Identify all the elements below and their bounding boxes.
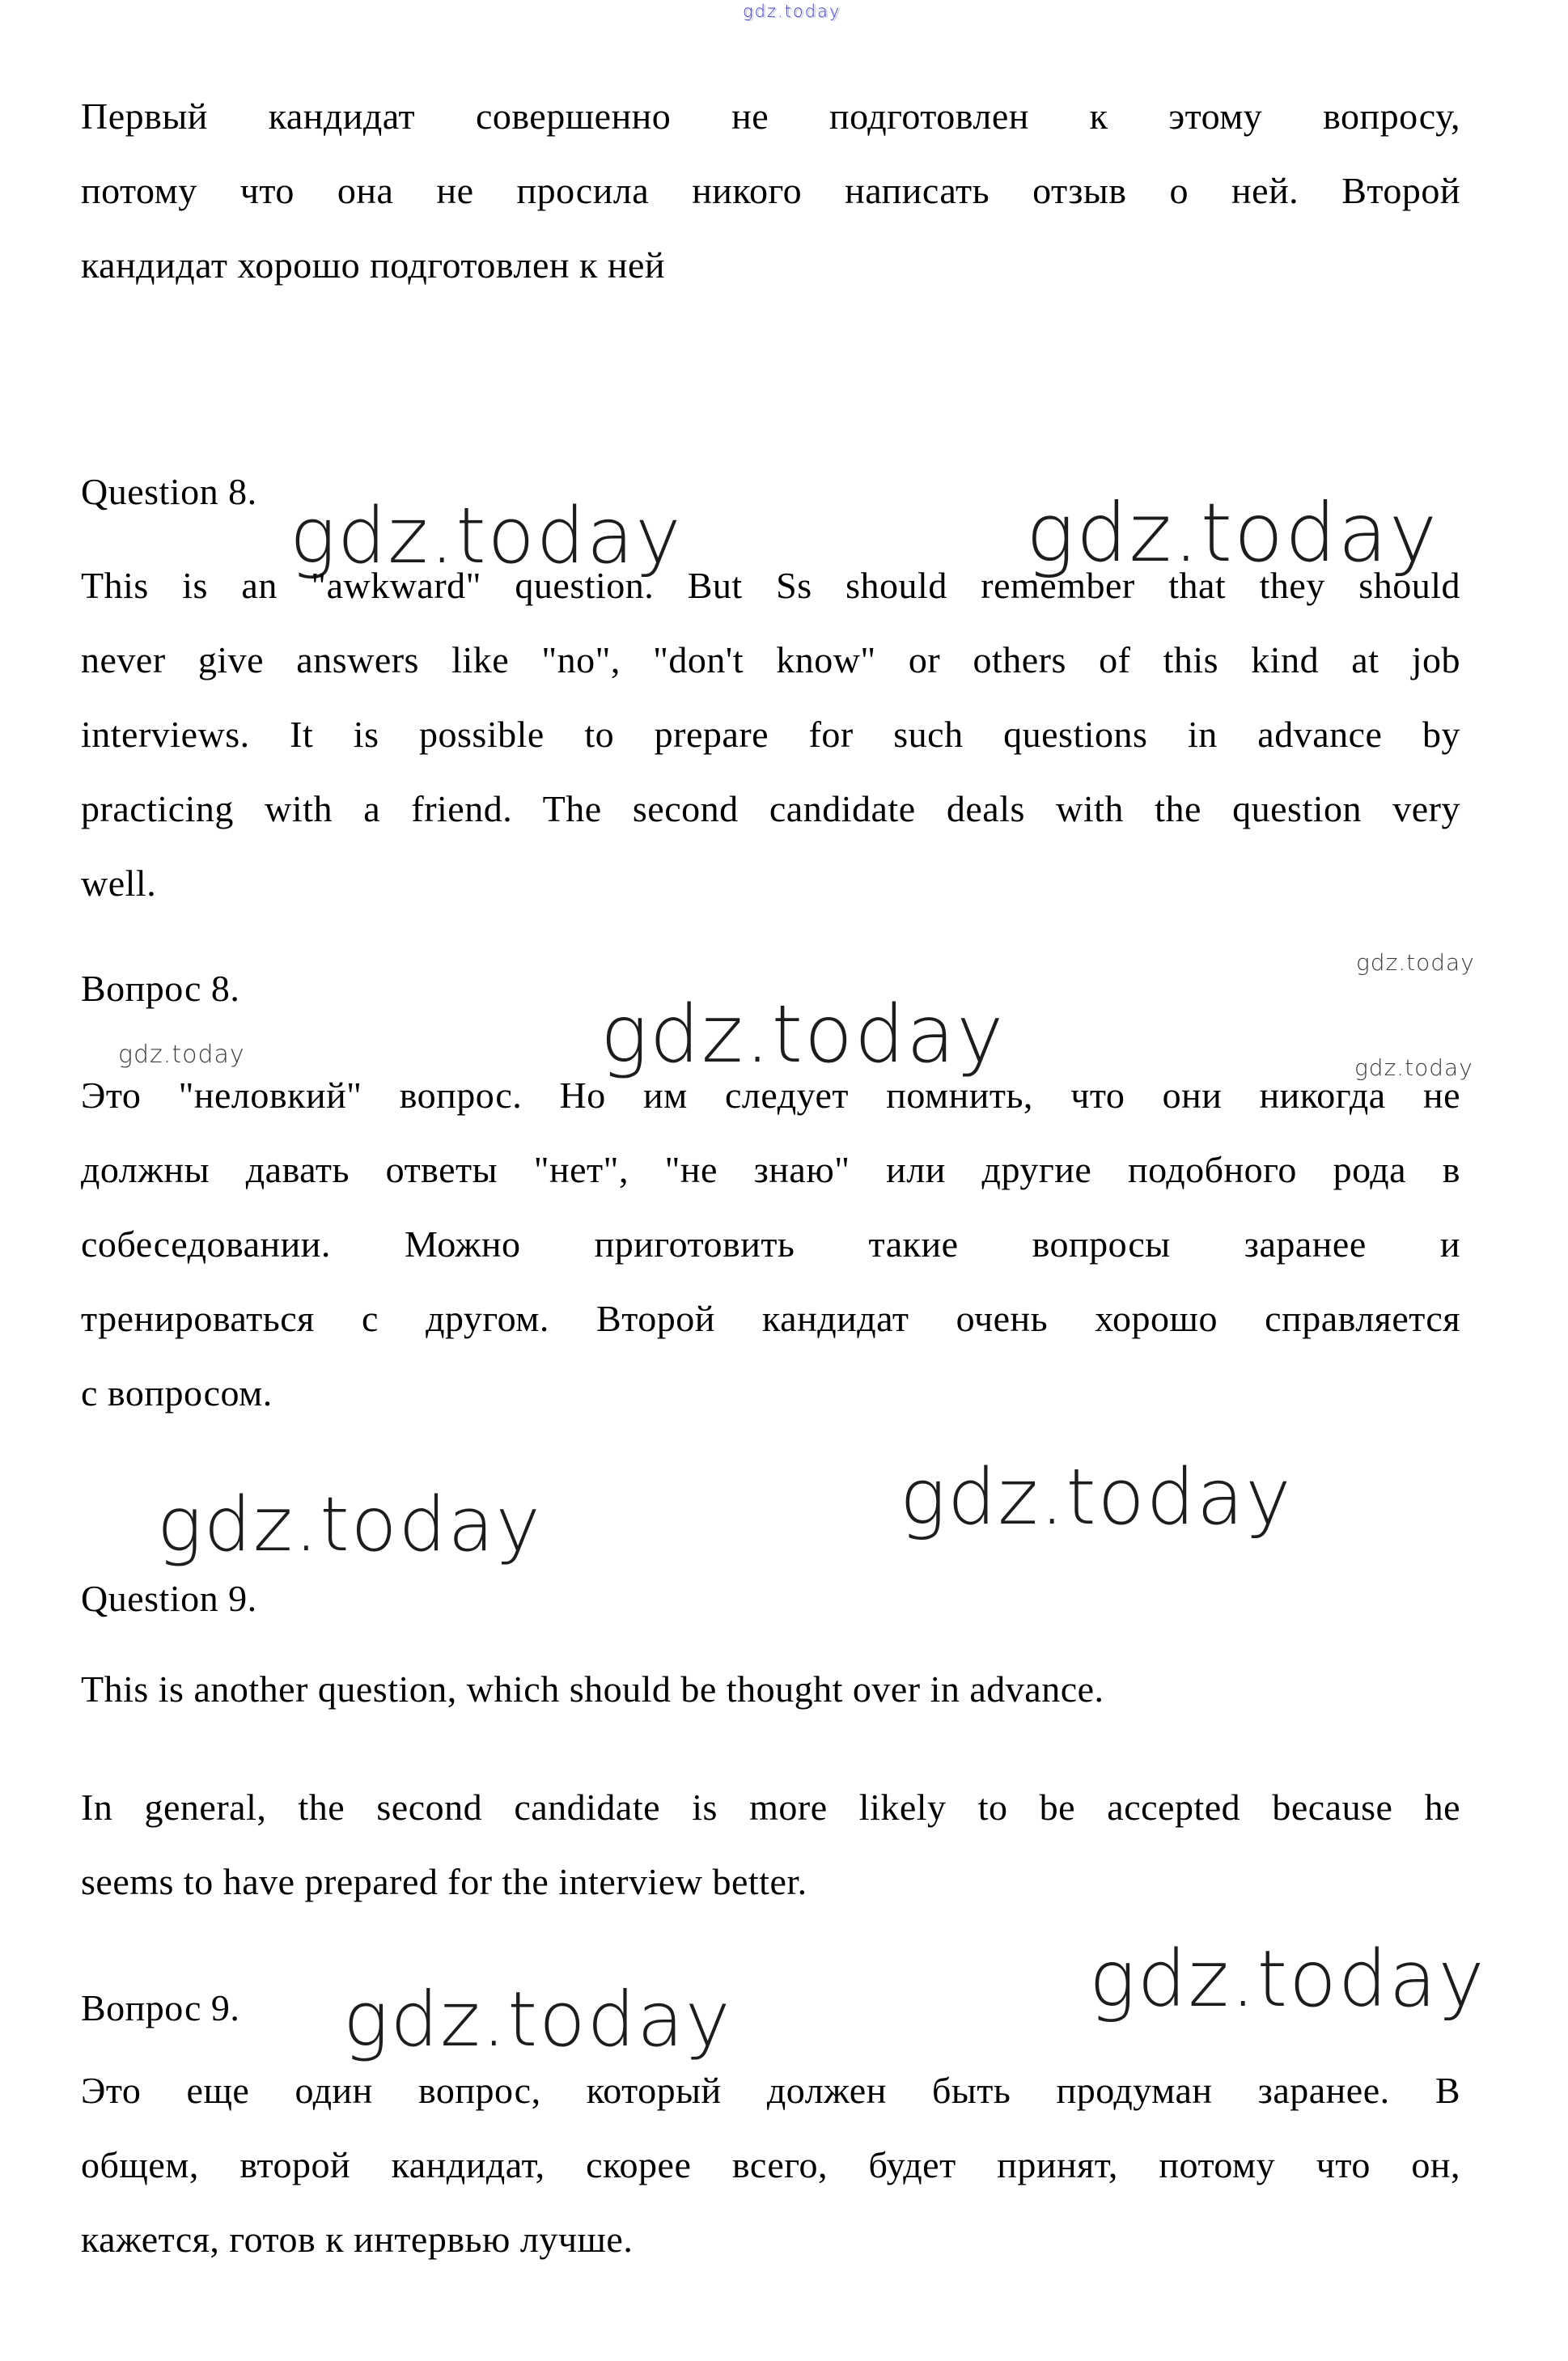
watermark-gdz-today-large-center-2: gdz.today <box>343 1976 732 2064</box>
watermark-gdz-today-large-left-2: gdz.today <box>157 1481 542 1568</box>
question-9-heading: Question 9. <box>81 1578 257 1619</box>
watermark-gdz-today-large-right-3: gdz.today <box>1089 1934 1486 2024</box>
paragraph-english-q8-answer <box>81 549 1460 921</box>
text-line: In general, the second candidate is more likely to be accepted because he <box>81 1787 1460 1828</box>
vopros-9-heading: Вопрос 9. <box>81 1987 240 2028</box>
watermark-gdz-today-large-right-2: gdz.today <box>900 1453 1293 1542</box>
watermark-gdz-today-small-left: gdz.today <box>118 1041 245 1069</box>
paragraph-russian-q9-answer <box>81 2054 1460 2277</box>
text-line: тренироваться с другом. Второй кандидат очень хорошо справляется <box>81 1298 1460 1339</box>
text-line: собеседовании. Можно приготовить такие вопросы заранее и <box>81 1223 1460 1265</box>
text-line: well. <box>81 863 157 904</box>
text-line: Первый кандидат совершенно не подготовлен к этому вопросу, <box>81 95 1460 137</box>
watermark-gdz-today-top: gdz.today <box>743 2 841 21</box>
vopros-8-heading: Вопрос 8. <box>81 968 240 1009</box>
paragraph-english-q9-answer <box>81 1770 1460 1919</box>
text-line: seems to have prepared for the interview better. <box>81 1861 807 1902</box>
text-line: Это "неловкий" вопрос. Но им следует помнить, что они никогда не <box>81 1075 1460 1116</box>
watermark-gdz-today-small-right-upper: gdz.today <box>1356 949 1475 976</box>
text-line: кажется, готов к интервью лучше. <box>81 2219 634 2260</box>
text-line: practicing with a friend. The second candidate deals with the question very <box>81 788 1460 829</box>
paragraph-russian-intro <box>81 79 1460 303</box>
text-line: never give answers like "no", "don't know" or others of this kind at job <box>81 639 1460 680</box>
text-line: с вопросом. <box>81 1372 273 1414</box>
paragraph-russian-q8-answer <box>81 1058 1460 1431</box>
text-line: должны давать ответы "нет", "не знаю" или другие подобного рода в <box>81 1149 1460 1190</box>
paragraph-english-q9-note <box>81 1652 1460 1727</box>
watermark-gdz-today-large-left: gdz.today <box>290 492 683 581</box>
text-line: Это еще один вопрос, который должен быть продуман заранее. В <box>81 2070 1460 2111</box>
text-line: общем, второй кандидат, скорее всего, будет принят, потому что он, <box>81 2144 1460 2185</box>
text-line: потому что она не просила никого написать отзыв о ней. Второй <box>81 170 1460 211</box>
text-line: This is an "awkward" question. But Ss should remember that they should <box>81 565 1460 606</box>
watermark-gdz-today-small-right-lower: gdz.today <box>1354 1054 1473 1081</box>
text-line: This is another question, which should be thought over in advance. <box>81 1668 1104 1710</box>
watermark-gdz-today-large-center: gdz.today <box>600 989 1006 1081</box>
question-8-heading: Question 8. <box>81 471 257 512</box>
text-line: interviews. It is possible to prepare for such questions in advance by <box>81 714 1460 755</box>
watermark-gdz-today-large-right: gdz.today <box>1026 485 1439 580</box>
text-line: кандидат хорошо подготовлен к ней <box>81 244 666 286</box>
